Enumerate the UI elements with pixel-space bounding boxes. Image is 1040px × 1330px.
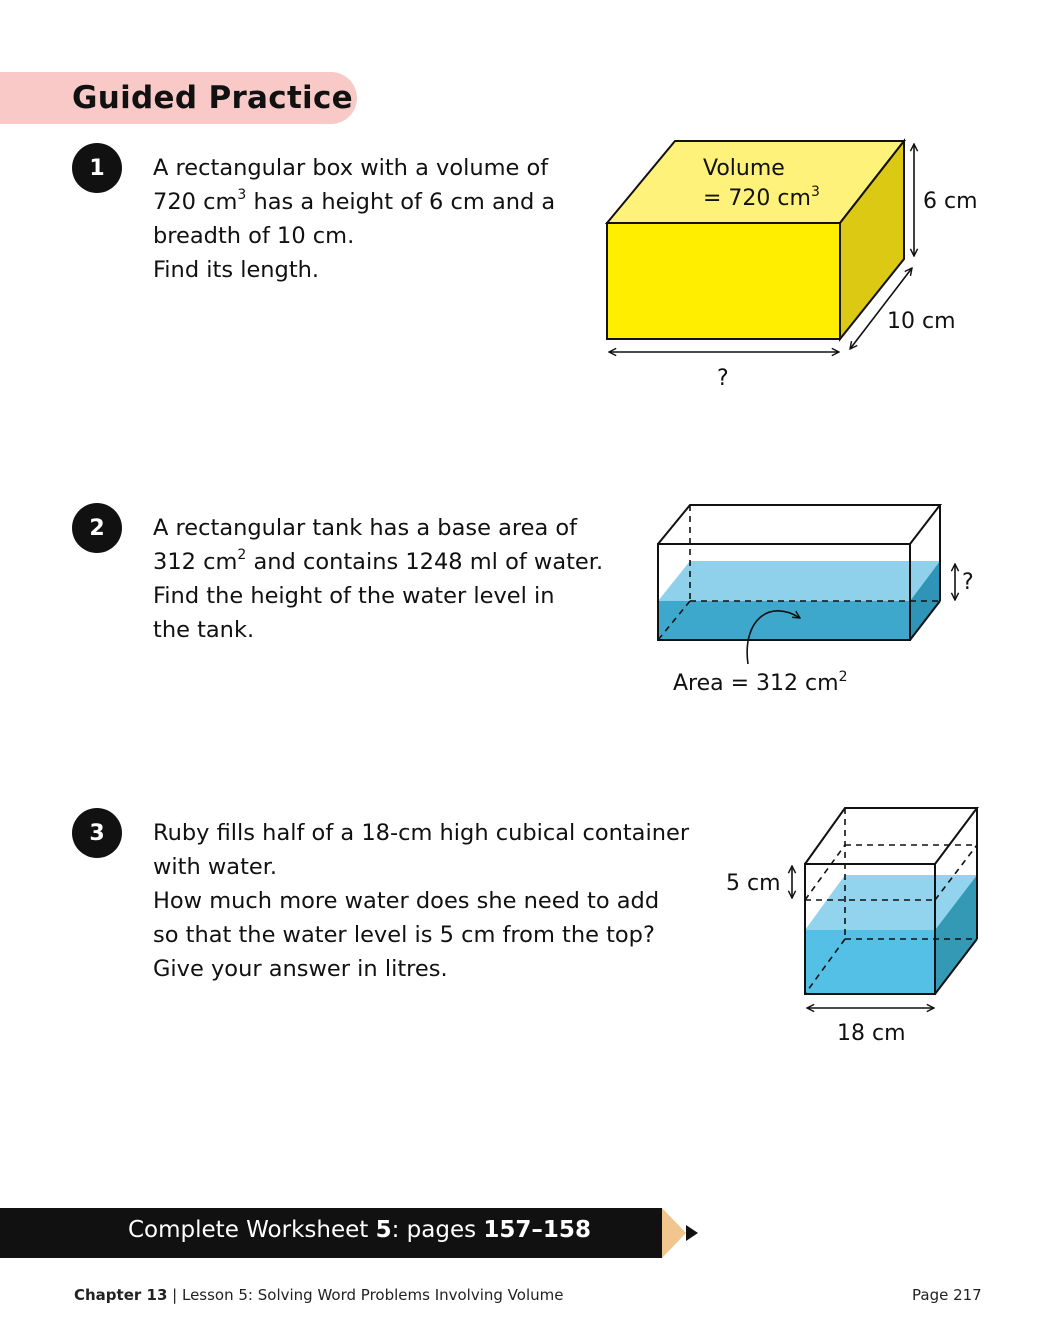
water-height-label: ? bbox=[962, 570, 974, 595]
text-line: 312 $cm^2$ and contains 1248 ml of water. bbox=[153, 546, 604, 575]
text-line: 720 $cm^3$ has a height of 6 cm and a bbox=[153, 186, 556, 215]
question-number-label: 3 bbox=[89, 820, 105, 846]
volume-value: = 720 $cm^3$ bbox=[703, 184, 820, 211]
question-2-text bbox=[153, 511, 603, 647]
text-line: How much more water does she need to add bbox=[153, 888, 660, 914]
height-label: 6 cm bbox=[923, 189, 978, 214]
gap-label: 5 cm bbox=[726, 871, 781, 896]
page-number: Page 217 bbox=[912, 1286, 982, 1304]
text-line: A rectangular box with a volume of bbox=[153, 155, 549, 181]
pencil-tip-icon bbox=[662, 1208, 686, 1258]
worksheet-instruction: Complete Worksheet 5: pages 157–158 bbox=[128, 1217, 591, 1243]
question-3-text bbox=[153, 816, 689, 986]
water-surface bbox=[658, 561, 940, 601]
text-line: breadth of 10 cm. bbox=[153, 223, 355, 249]
text-line: with water. bbox=[153, 854, 278, 880]
question-number-3 bbox=[72, 808, 122, 858]
question-number-label: 2 bbox=[89, 515, 105, 541]
text-line: A rectangular tank has a base area of bbox=[153, 515, 578, 541]
lesson-label: Lesson 5: Solving Word Problems Involving Volume bbox=[181, 1286, 564, 1304]
volume-label: Volume bbox=[703, 156, 785, 181]
text-line: the tank. bbox=[153, 617, 255, 643]
question-number-2 bbox=[72, 503, 122, 553]
text-line: Find the height of the water level in bbox=[153, 583, 555, 609]
box-front-face bbox=[607, 223, 840, 339]
chapter-lesson-line: Chapter 13 | Lesson 5: Solving Word Problems Involving Volume bbox=[74, 1286, 564, 1304]
text-line: so that the water level is 5 cm from the top? bbox=[153, 922, 655, 948]
length-label: ? bbox=[717, 366, 729, 391]
chapter-label: Chapter 13 bbox=[74, 1286, 168, 1304]
side-label: 18 cm bbox=[837, 1021, 906, 1046]
area-label: Area = 312 $cm^2$ bbox=[673, 669, 848, 696]
text-line: Find its length. bbox=[153, 257, 320, 283]
question-number-label: 1 bbox=[89, 155, 105, 181]
tank-figure bbox=[658, 505, 940, 640]
text-line: Give your answer in litres. bbox=[153, 956, 448, 982]
cube-figure bbox=[805, 808, 977, 994]
text-line: Ruby fills half of a 18-cm high cubical container bbox=[153, 820, 690, 846]
water-front bbox=[658, 601, 910, 640]
pencil-lead-icon bbox=[686, 1225, 698, 1241]
page-title: Guided Practice bbox=[72, 80, 353, 116]
breadth-label: 10 cm bbox=[887, 309, 956, 334]
